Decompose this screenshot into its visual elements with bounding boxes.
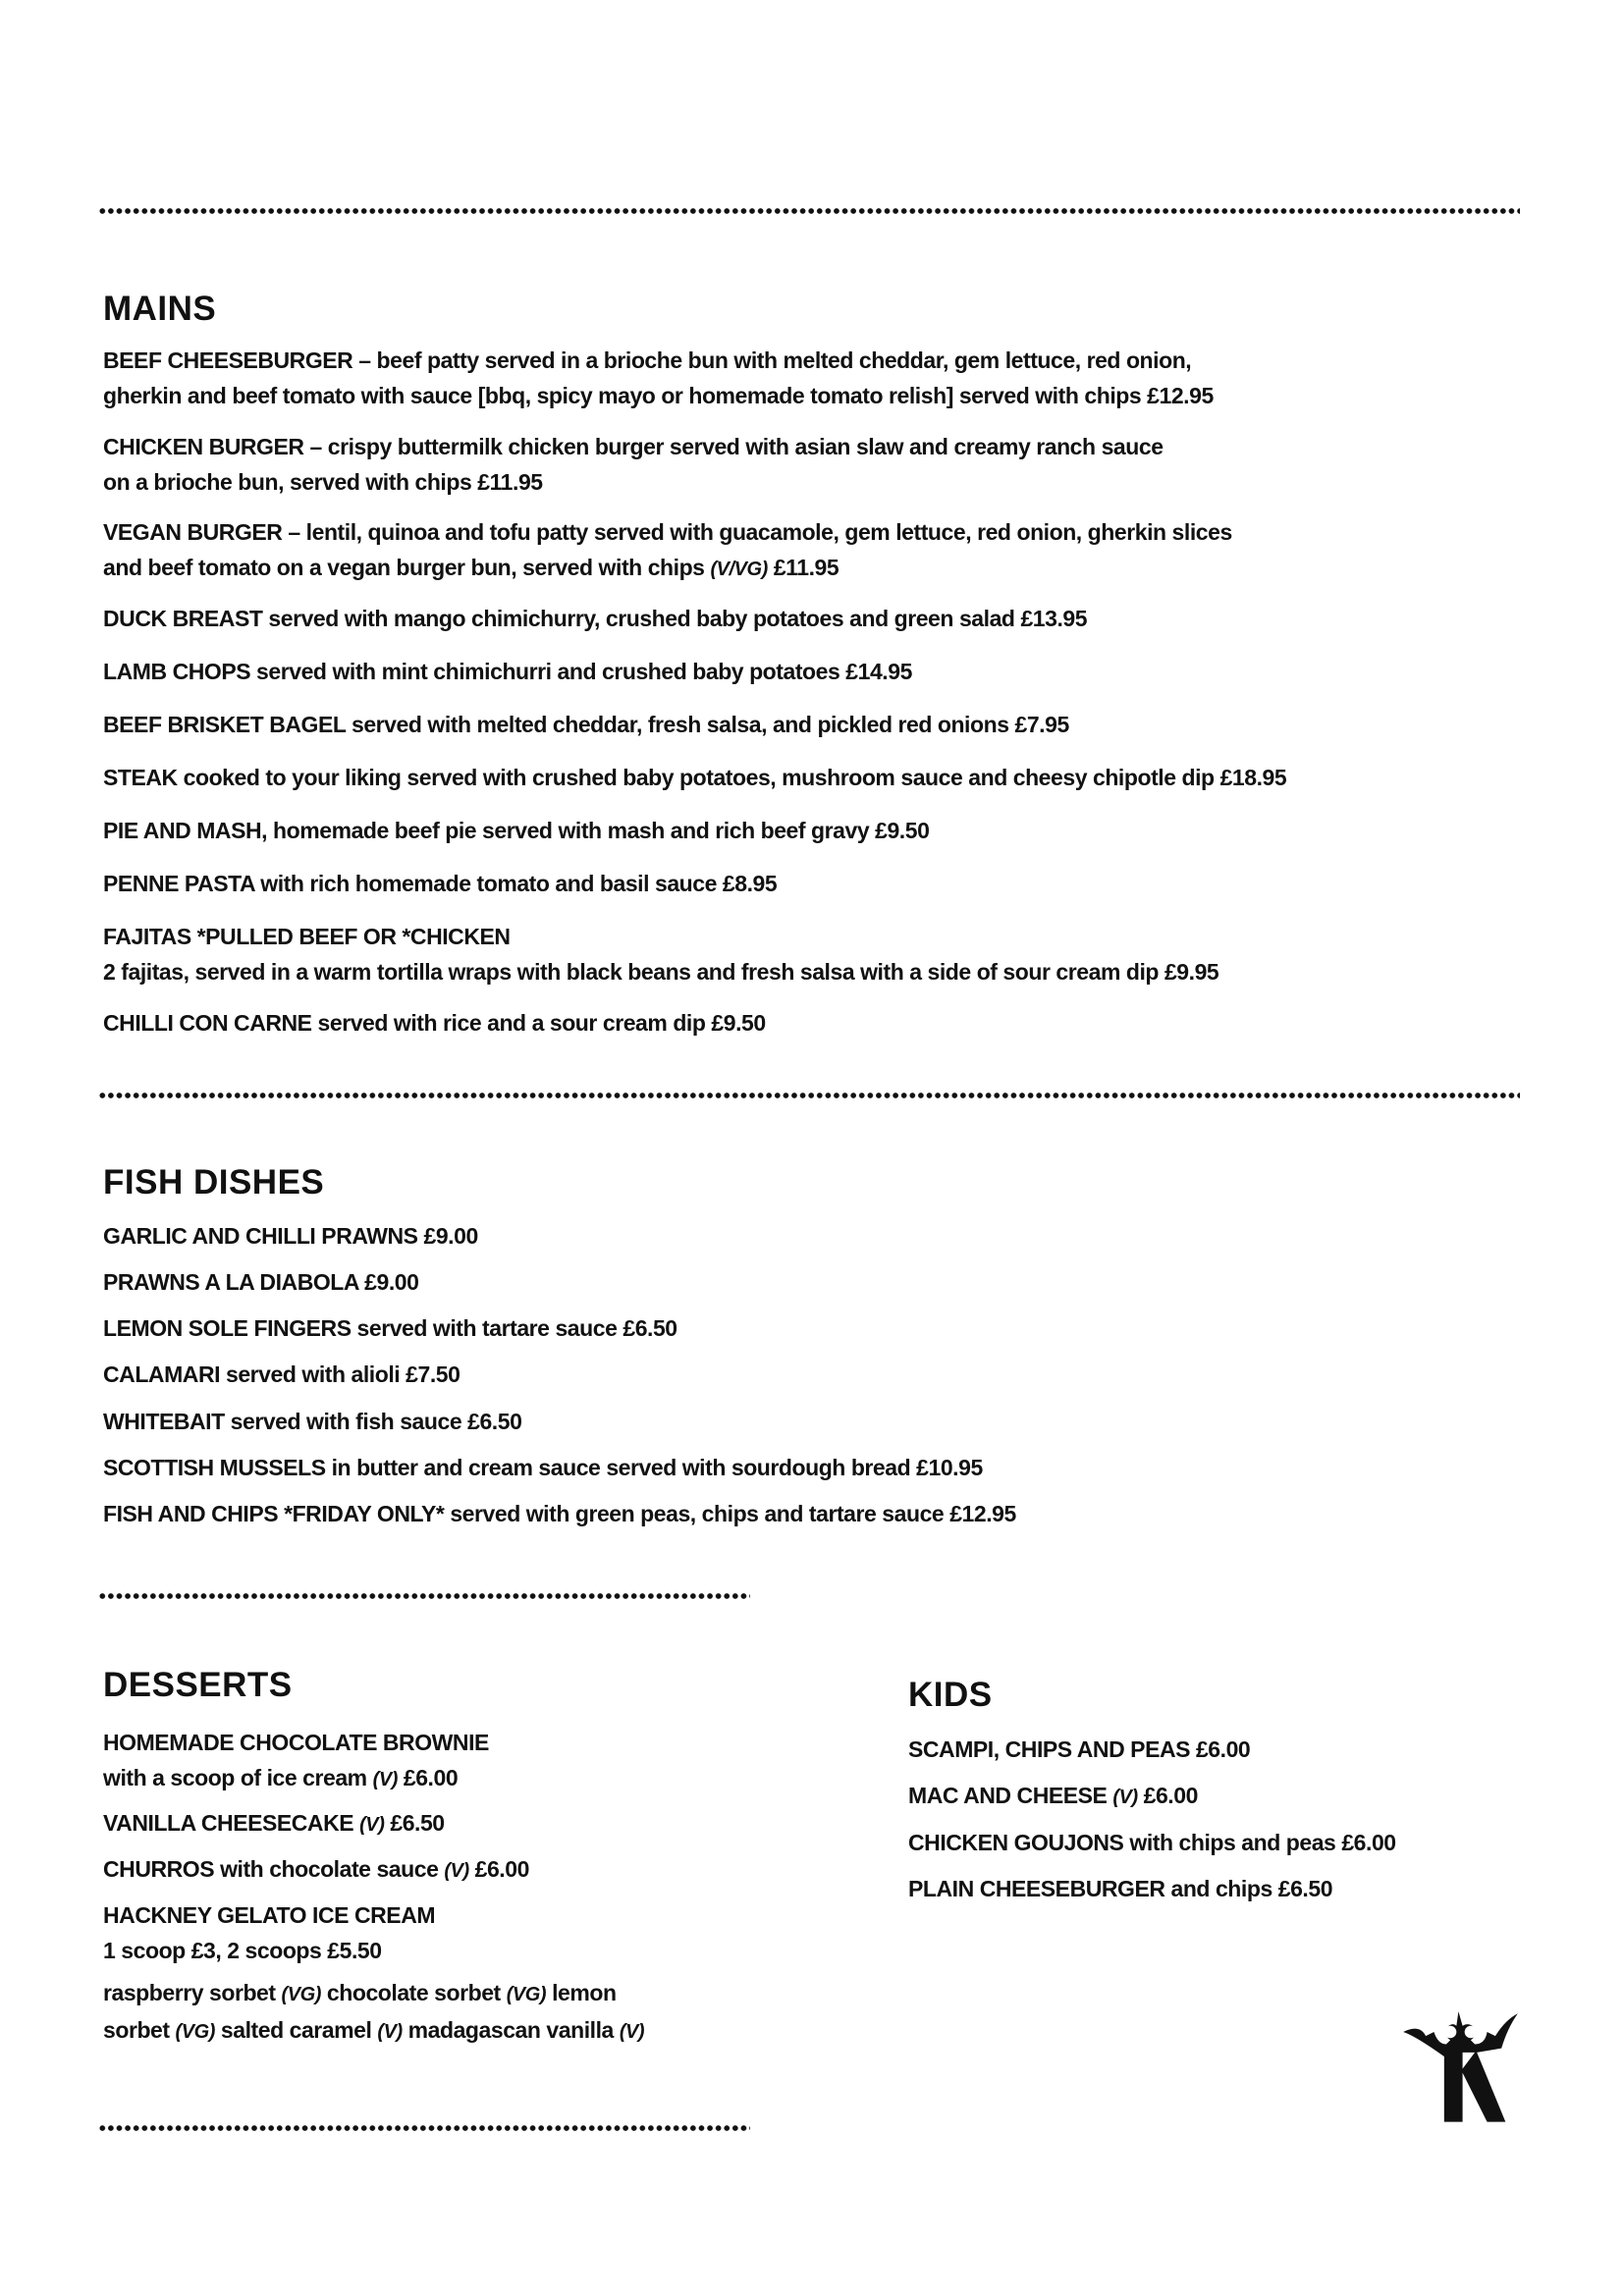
divider-fish-desserts <box>98 1592 750 1600</box>
menu-item-text: CALAMARI served with alioli £7.50 <box>103 1362 460 1387</box>
kids-menu-item <box>908 1825 1396 1860</box>
section-title-kids: KIDS <box>908 1676 993 1714</box>
menu-item-text: DUCK BREAST served with mango chimichurry, crushed baby potatoes and green salad £13.95 <box>103 606 1088 631</box>
mains-menu-item <box>103 760 1286 795</box>
crowned-k-logo-icon <box>1399 2007 1522 2130</box>
dietary-tag: (V) <box>1112 1787 1138 1808</box>
menu-item-line <box>103 1805 445 1842</box>
dietary-tag: (V) <box>444 1860 469 1882</box>
menu-item-line <box>103 1496 1016 1531</box>
menu-item-text: £6.50 <box>384 1810 445 1836</box>
dietary-tag: (V/VG) <box>710 559 768 580</box>
desserts-menu-item <box>103 1725 489 1797</box>
dietary-tag: (V) <box>359 1814 385 1836</box>
mains-menu-item <box>103 429 1164 500</box>
menu-item-line <box>103 514 1232 550</box>
fish-menu-item <box>103 1496 1016 1531</box>
menu-item-line <box>103 1005 766 1041</box>
dietary-tag: (VG) <box>506 1984 547 2005</box>
menu-item-text: CHICKEN GOUJONS with chips and peas £6.00 <box>908 1830 1396 1855</box>
menu-item-line <box>103 760 1286 795</box>
menu-item-text: LAMB CHOPS served with mint chimichurri and crushed baby potatoes £14.95 <box>103 659 912 684</box>
menu-item-text: with a scoop of ice cream <box>103 1765 373 1790</box>
menu-item-line <box>103 1404 521 1439</box>
mains-menu-item <box>103 813 929 848</box>
divider-mains-fish <box>98 1092 1520 1099</box>
fish-menu-item <box>103 1264 418 1300</box>
menu-item-text: sorbet <box>103 2017 176 2043</box>
menu-item-text: MAC AND CHEESE <box>908 1783 1113 1808</box>
dietary-tag: (V) <box>619 2021 645 2043</box>
menu-item-text: gherkin and beef tomato with sauce [bbq, spicy mayo or homemade tomato relish] served with chips £12.95 <box>103 383 1214 408</box>
fish-menu-item <box>103 1310 677 1346</box>
menu-item-line <box>103 919 1218 954</box>
menu-item-text: FISH AND CHIPS *FRIDAY ONLY* served with green peas, chips and tartare sauce £12.95 <box>103 1501 1016 1526</box>
mains-menu-item <box>103 654 912 689</box>
menu-item-line <box>103 866 777 901</box>
menu-item-line <box>908 1871 1332 1906</box>
menu-item-text: CHURROS with chocolate sauce <box>103 1856 445 1882</box>
menu-item-text: £6.00 <box>468 1856 529 1882</box>
menu-item-text: PIE AND MASH, homemade beef pie served with mash and rich beef gravy £9.50 <box>103 818 930 843</box>
menu-item-line <box>103 654 912 689</box>
kids-menu-item <box>908 1778 1198 1815</box>
menu-item-line <box>103 378 1214 413</box>
dietary-tag: (VG) <box>175 2021 215 2043</box>
menu-item-text: lemon <box>546 1980 617 2005</box>
menu-item-line <box>908 1732 1250 1767</box>
desserts-menu-item <box>103 1851 529 1889</box>
menu-item-text: on a brioche bun, served with chips £11.95 <box>103 469 543 495</box>
menu-item-line <box>103 1357 460 1392</box>
menu-item-line <box>103 1975 644 2012</box>
fish-menu-item <box>103 1404 521 1439</box>
menu-item-text: £6.00 <box>397 1765 459 1790</box>
menu-item-text: raspberry sorbet <box>103 1980 282 2005</box>
menu-item-text: and beef tomato on a vegan burger bun, served with chips <box>103 555 711 580</box>
menu-item-line <box>103 1851 529 1889</box>
menu-item-text: PENNE PASTA with rich homemade tomato and basil sauce £8.95 <box>103 871 778 896</box>
divider-top <box>98 207 1520 215</box>
menu-item-text: PLAIN CHEESEBURGER and chips £6.50 <box>908 1876 1333 1901</box>
mains-menu-item <box>103 866 777 901</box>
menu-item-text: SCOTTISH MUSSELS in butter and cream sauce served with sourdough bread £10.95 <box>103 1455 983 1480</box>
menu-item-text: £6.00 <box>1137 1783 1198 1808</box>
menu-item-line <box>103 1218 478 1254</box>
mains-menu-item <box>103 1005 766 1041</box>
section-title-mains: MAINS <box>103 290 217 328</box>
menu-item-text: madagascan vanilla <box>402 2017 620 2043</box>
mains-menu-item <box>103 514 1232 587</box>
desserts-menu-item <box>103 1975 644 2050</box>
menu-item-text: salted caramel <box>214 2017 378 2043</box>
menu-item-line <box>103 1450 983 1485</box>
dietary-tag: (VG) <box>281 1984 321 2005</box>
menu-item-text: PRAWNS A LA DIABOLA £9.00 <box>103 1269 419 1295</box>
kids-menu-item <box>908 1732 1250 1767</box>
mains-menu-item <box>103 601 1087 636</box>
menu-item-line <box>103 2012 644 2050</box>
menu-item-text: BEEF CHEESEBURGER – beef patty served in a brioche bun with melted cheddar, gem lettuce, red onion, <box>103 347 1192 373</box>
section-title-fish: FISH DISHES <box>103 1163 325 1201</box>
menu-item-text: 1 scoop £3, 2 scoops £5.50 <box>103 1938 382 1963</box>
menu-item-line <box>103 429 1164 464</box>
menu-item-text: BEEF BRISKET BAGEL served with melted cheddar, fresh salsa, and pickled red onions £7.95 <box>103 712 1069 737</box>
menu-item-line <box>103 343 1214 378</box>
menu-item-text: HACKNEY GELATO ICE CREAM <box>103 1902 436 1928</box>
menu-item-line <box>103 1310 677 1346</box>
fish-menu-item <box>103 1218 478 1254</box>
menu-item-text: GARLIC AND CHILLI PRAWNS £9.00 <box>103 1223 478 1249</box>
menu-item-text: LEMON SOLE FINGERS served with tartare sauce £6.50 <box>103 1315 677 1341</box>
menu-item-line <box>908 1825 1396 1860</box>
menu-item-line <box>103 1933 435 1968</box>
menu-item-line <box>103 464 1164 500</box>
menu-item-text: SCAMPI, CHIPS AND PEAS £6.00 <box>908 1736 1251 1762</box>
divider-bottom <box>98 2124 750 2132</box>
menu-item-text: 2 fajitas, served in a warm tortilla wraps with black beans and fresh salsa with a side of sour cream dip £9.95 <box>103 959 1219 985</box>
kids-menu-item <box>908 1871 1332 1906</box>
menu-item-text: HOMEMADE CHOCOLATE BROWNIE <box>103 1730 489 1755</box>
menu-item-line <box>103 954 1218 989</box>
dietary-tag: (V) <box>377 2021 403 2043</box>
menu-item-text: CHICKEN BURGER – crispy buttermilk chicken burger served with asian slaw and creamy ranch sauce <box>103 434 1164 459</box>
menu-item-line <box>103 1264 418 1300</box>
menu-item-text: STEAK cooked to your liking served with crushed baby potatoes, mushroom sauce and cheesy chipotle dip £18.95 <box>103 765 1287 790</box>
menu-item-line <box>103 707 1069 742</box>
menu-item-text: CHILLI CON CARNE served with rice and a sour cream dip £9.50 <box>103 1010 766 1036</box>
mains-menu-item <box>103 919 1218 989</box>
menu-item-text: WHITEBAIT served with fish sauce £6.50 <box>103 1409 522 1434</box>
desserts-menu-item <box>103 1897 435 1968</box>
mains-menu-item <box>103 707 1069 742</box>
section-title-desserts: DESSERTS <box>103 1666 293 1704</box>
menu-item-text: £11.95 <box>767 555 839 580</box>
mains-menu-item <box>103 343 1214 413</box>
menu-item-text: VEGAN BURGER – lentil, quinoa and tofu patty served with guacamole, gem lettuce, red onion, gherkin slices <box>103 519 1232 545</box>
desserts-menu-item <box>103 1805 445 1842</box>
menu-item-line <box>103 601 1087 636</box>
fish-menu-item <box>103 1450 983 1485</box>
dietary-tag: (V) <box>372 1769 398 1790</box>
menu-item-text: chocolate sorbet <box>320 1980 507 2005</box>
menu-item-line <box>103 1725 489 1760</box>
menu-item-line <box>908 1778 1198 1815</box>
menu-item-text: VANILLA CHEESECAKE <box>103 1810 360 1836</box>
menu-item-line <box>103 1760 489 1797</box>
menu-item-text: FAJITAS *PULLED BEEF OR *CHICKEN <box>103 924 511 949</box>
menu-item-line <box>103 813 929 848</box>
menu-item-line <box>103 550 1232 587</box>
menu-item-line <box>103 1897 435 1933</box>
fish-menu-item <box>103 1357 460 1392</box>
